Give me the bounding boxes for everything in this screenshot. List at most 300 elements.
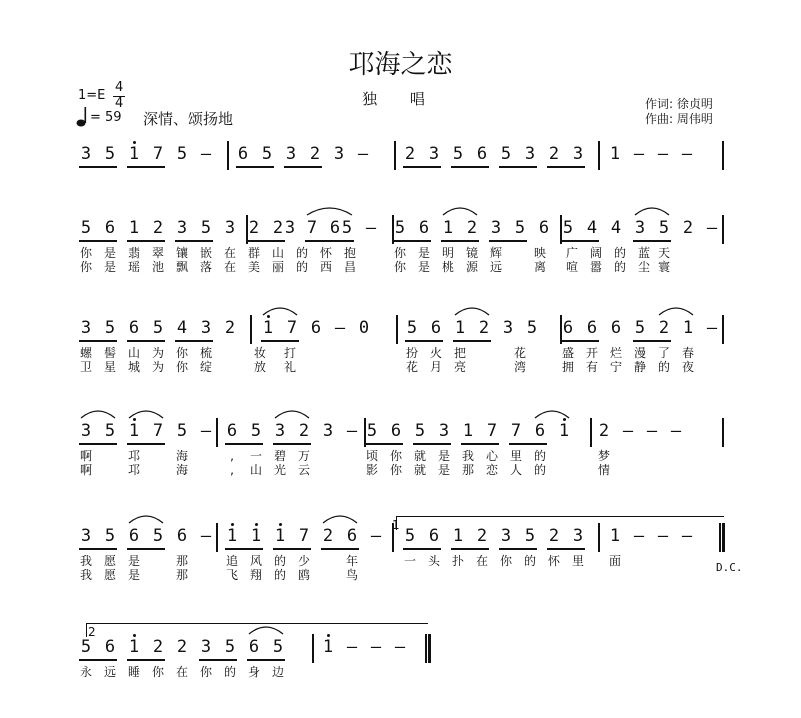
note: 2 (152, 637, 164, 657)
note: 1 (250, 526, 262, 546)
lyric-char: 少 (297, 554, 310, 568)
note: 1 (274, 526, 286, 546)
lyric-char: 飘 (175, 260, 188, 274)
lyric-char: 是 (103, 260, 116, 274)
lyric-char: 的 (657, 360, 670, 374)
note: 7 (298, 526, 310, 546)
slur (275, 411, 309, 418)
note: 7 (152, 421, 164, 441)
lyric-char: 嚣 (589, 260, 602, 274)
note: 2 (224, 318, 236, 338)
note: 6 (128, 526, 140, 546)
note: 5 (200, 218, 212, 238)
note: 7 (510, 421, 522, 441)
note: 5 (404, 526, 416, 546)
lyric-char: 恋 (485, 463, 498, 477)
note: – (646, 421, 658, 441)
note: 3 (284, 218, 296, 238)
time-signature-top: 4 (115, 80, 124, 95)
note: 5 (272, 637, 284, 657)
lyric-char: 邛 (127, 463, 140, 477)
lyric-char: 星 (103, 360, 116, 374)
lyric-char: 鸥 (297, 568, 310, 582)
note: 1 (558, 421, 570, 441)
note: 7 (152, 144, 164, 164)
lyric-char: 你 (393, 246, 406, 260)
song-subtitle: 独 唱 (362, 90, 439, 108)
lyric-char: 花 (405, 360, 418, 374)
lyric-char: 海 (175, 449, 188, 463)
lyric-char: 情 (597, 463, 610, 477)
lyric-char: 静 (633, 360, 646, 374)
slur (129, 411, 163, 418)
ending-2-label: 2 (88, 625, 96, 639)
lyric-char: 愿 (103, 554, 116, 568)
lyric-char: 翔 (249, 568, 262, 582)
note: – (633, 526, 645, 546)
lyric-char: 就 (413, 463, 426, 477)
note: 3 (224, 218, 236, 238)
lyric-char: 远 (103, 665, 116, 679)
lyric-char: 你 (175, 360, 188, 374)
lyric-char: 为 (151, 346, 164, 360)
lyric-char: 的 (223, 665, 236, 679)
note: 6 (104, 637, 116, 657)
lyric-char: 翡 (127, 246, 140, 260)
lyric-char: 我 (461, 449, 474, 463)
note: 1 (128, 144, 140, 164)
note: 5 (176, 421, 188, 441)
lyric-char: 落 (199, 260, 212, 274)
lyric-char: 怀 (547, 554, 560, 568)
note: 6 (128, 318, 140, 338)
note: – (370, 637, 382, 657)
note: 5 (261, 144, 273, 164)
lyric-char: 那 (461, 463, 474, 477)
lyric-char: 一 (249, 449, 262, 463)
note: 3 (438, 421, 450, 441)
lyric-char: 你 (79, 260, 92, 274)
lyric-char: 是 (437, 463, 450, 477)
note: – (681, 144, 693, 164)
note: 5 (176, 144, 188, 164)
lyric-char: 远 (489, 260, 502, 274)
lyric-char: 的 (273, 568, 286, 582)
note: 3 (80, 318, 92, 338)
note: 1 (452, 526, 464, 546)
note: 5 (341, 218, 353, 238)
note: 2 (682, 218, 694, 238)
lyric-char: 打 (283, 346, 296, 360)
note: 5 (414, 421, 426, 441)
lyric-char: 里 (509, 449, 522, 463)
note: 5 (152, 526, 164, 546)
lyric-char: 春 (681, 346, 694, 360)
note: 2 (298, 421, 310, 441)
note: 4 (610, 218, 622, 238)
lyric-char: 昌 (343, 260, 356, 274)
lyric-char: 是 (127, 568, 140, 582)
note: – (670, 421, 682, 441)
note: 6 (176, 526, 188, 546)
note: 2 (548, 144, 560, 164)
lyric-char: 的 (523, 554, 536, 568)
lyric-char: 的 (533, 463, 546, 477)
note: 3 (502, 318, 514, 338)
lyric-char: 啊 (79, 463, 92, 477)
note: 5 (634, 318, 646, 338)
lyric-char: 碧 (273, 449, 286, 463)
lyric-char: 飞 (225, 568, 238, 582)
note: 6 (418, 218, 430, 238)
note: 2 (152, 218, 164, 238)
lyric-char: 头 (427, 554, 440, 568)
note: 1 (322, 637, 334, 657)
lyric-char: 里 (571, 554, 584, 568)
lyric-char: 一 (403, 554, 416, 568)
lyric-char: 月 (429, 360, 442, 374)
note: – (706, 318, 718, 338)
note: 3 (500, 526, 512, 546)
lyric-char: 在 (175, 665, 188, 679)
lyric-char: 海 (175, 463, 188, 477)
note: 3 (200, 318, 212, 338)
note: 3 (80, 526, 92, 546)
lyric-char: 的 (295, 260, 308, 274)
lyric-char: 心 (485, 449, 498, 463)
note: 3 (572, 144, 584, 164)
lyric-char: 池 (151, 260, 164, 274)
lyric-char: 我 (79, 568, 92, 582)
note: 7 (486, 421, 498, 441)
lyric-char: 的 (273, 554, 286, 568)
lyric-char: 有 (585, 360, 598, 374)
note: 1 (128, 218, 140, 238)
lyric-char: 为 (151, 360, 164, 374)
lyric-char: 翠 (151, 246, 164, 260)
note: – (200, 144, 212, 164)
lyric-char: 光 (273, 463, 286, 477)
note: 1 (682, 318, 694, 338)
note: – (706, 218, 718, 238)
lyric-char: 花 (513, 346, 526, 360)
note: 7 (306, 218, 318, 238)
note: 2 (272, 218, 284, 238)
lyric-char: 你 (151, 665, 164, 679)
lyric-char: 嵌 (199, 246, 212, 260)
note: 2 (176, 637, 188, 657)
lyric-char: 开 (585, 346, 598, 360)
lyric-char: 绽 (199, 360, 212, 374)
lyric-char: 你 (389, 449, 402, 463)
tempo: = 59 (90, 110, 122, 125)
lyric-char: 睡 (127, 665, 140, 679)
lyric-char: 山 (271, 246, 284, 260)
note: 6 (237, 144, 249, 164)
slur (249, 627, 283, 634)
lyric-char: 在 (223, 260, 236, 274)
lyric-char: 蓝 (637, 246, 650, 260)
note: 5 (80, 637, 92, 657)
note: 7 (286, 318, 298, 338)
note: – (346, 637, 358, 657)
lyric-char: 放 (253, 360, 266, 374)
lyric-char: 螺 (79, 346, 92, 360)
note: 6 (562, 318, 574, 338)
note: 4 (176, 318, 188, 338)
note: 6 (310, 318, 322, 338)
lyric-char: 是 (417, 246, 430, 260)
lyric-char: 万 (297, 449, 310, 463)
note: 5 (250, 421, 262, 441)
composer: 作曲: 周伟明 (645, 112, 713, 126)
lyric-char: 阔 (589, 246, 602, 260)
slur (323, 516, 357, 523)
lyric-char: 是 (417, 260, 430, 274)
note: 2 (322, 526, 334, 546)
lyric-char: , (230, 449, 234, 463)
lyric-char: 了 (657, 346, 670, 360)
note: 2 (658, 318, 670, 338)
lyric-char: 怀 (319, 246, 332, 260)
note: 2 (248, 218, 260, 238)
lyricist: 作词: 徐贞明 (645, 97, 713, 111)
lyric-char: 明 (441, 246, 454, 260)
lyric-char: 是 (103, 246, 116, 260)
lyric-char: 的 (613, 246, 626, 260)
note: 1 (262, 318, 274, 338)
note: 0 (358, 318, 370, 338)
note: 1 (609, 144, 621, 164)
lyric-char: 髻 (103, 346, 116, 360)
note: 2 (309, 144, 321, 164)
lyric-char: 人 (509, 463, 522, 477)
lyric-char: 你 (389, 463, 402, 477)
note: 3 (333, 144, 345, 164)
note: 5 (104, 421, 116, 441)
note: 3 (80, 421, 92, 441)
note: 2 (404, 144, 416, 164)
note: 1 (128, 637, 140, 657)
lyric-char: 妆 (253, 346, 266, 360)
lyric-char: 梦 (597, 449, 610, 463)
note: 3 (524, 144, 536, 164)
lyric-char: 的 (533, 449, 546, 463)
lyric-char: 卫 (79, 360, 92, 374)
lyric-char: 在 (475, 554, 488, 568)
lyric-char: 愿 (103, 568, 116, 582)
slur (659, 308, 693, 315)
lyric-char: 尘 (637, 260, 650, 274)
note: 3 (490, 218, 502, 238)
lyric-char: 礼 (283, 360, 296, 374)
note: 6 (534, 421, 546, 441)
lyric-char: 边 (271, 665, 284, 679)
note: 6 (428, 526, 440, 546)
slur (263, 308, 297, 315)
lyric-char: 广 (565, 246, 578, 260)
lyric-char: 源 (465, 260, 478, 274)
lyric-char: 抱 (343, 246, 356, 260)
lyric-char: 盛 (561, 346, 574, 360)
lyric-char: 喧 (565, 260, 578, 274)
note: 5 (452, 144, 464, 164)
lyric-char: 美 (247, 260, 260, 274)
note: 1 (462, 421, 474, 441)
lyric-char: 身 (247, 665, 260, 679)
ending-2-bracket-side (86, 623, 87, 637)
note: – (346, 421, 358, 441)
note: 3 (428, 144, 440, 164)
lyric-char: 的 (295, 246, 308, 260)
slur (455, 308, 489, 315)
lyric-char: 天 (657, 246, 670, 260)
note: 1 (454, 318, 466, 338)
lyric-char: , (230, 463, 234, 477)
note: 6 (104, 218, 116, 238)
ending-1-label: 1 (392, 518, 400, 532)
lyric-char: 镶 (175, 246, 188, 260)
lyric-char: 永 (79, 665, 92, 679)
slur (307, 208, 352, 215)
note: 5 (80, 218, 92, 238)
slur (81, 411, 115, 418)
slur (535, 411, 569, 418)
lyric-char: 山 (249, 463, 262, 477)
note: – (633, 144, 645, 164)
lyric-char: 在 (223, 246, 236, 260)
lyric-char: 是 (127, 554, 140, 568)
key-signature: 1=E (78, 88, 106, 103)
note: 4 (586, 218, 598, 238)
lyric-char: 就 (413, 449, 426, 463)
lyric-char: 扮 (405, 346, 418, 360)
lyric-char: 啊 (79, 449, 92, 463)
lyric-char: 影 (365, 463, 378, 477)
lyric-char: 丽 (271, 260, 284, 274)
note: – (657, 144, 669, 164)
note: 5 (500, 144, 512, 164)
note: 3 (176, 218, 188, 238)
lyric-char: 火 (429, 346, 442, 360)
note: 5 (562, 218, 574, 238)
dc-marking: D.C. (716, 561, 743, 574)
lyric-char: 你 (499, 554, 512, 568)
lyric-char: 你 (393, 260, 406, 274)
lyric-char: 把 (453, 346, 466, 360)
lyric-char: 风 (249, 554, 262, 568)
note: 3 (80, 144, 92, 164)
lyric-char: 拥 (561, 360, 574, 374)
note: 2 (548, 526, 560, 546)
lyric-char: 扑 (451, 554, 464, 568)
note: 6 (390, 421, 402, 441)
note: 3 (634, 218, 646, 238)
note: 2 (466, 218, 478, 238)
lyric-char: 邛 (127, 449, 140, 463)
lyric-char: 宁 (609, 360, 622, 374)
note: 6 (586, 318, 598, 338)
note: – (200, 421, 212, 441)
time-signature-bottom: 4 (115, 96, 124, 111)
lyric-char: 年 (345, 554, 358, 568)
note: – (622, 421, 634, 441)
lyric-char: 镜 (465, 246, 478, 260)
note: 5 (406, 318, 418, 338)
note: 1 (128, 421, 140, 441)
lyric-char: 寰 (657, 260, 670, 274)
note: 2 (478, 318, 490, 338)
slur (635, 208, 669, 215)
ending-2-bracket (86, 623, 428, 624)
lyric-char: 云 (297, 463, 310, 477)
note: 2 (476, 526, 488, 546)
note: – (681, 526, 693, 546)
note: – (394, 637, 406, 657)
note: – (357, 144, 369, 164)
note: 6 (610, 318, 622, 338)
note: 5 (224, 637, 236, 657)
lyric-char: 夜 (681, 360, 694, 374)
lyric-char: 面 (608, 554, 621, 568)
note: 1 (609, 526, 621, 546)
note: 3 (274, 421, 286, 441)
lyric-char: 是 (437, 449, 450, 463)
lyric-char: 城 (127, 360, 140, 374)
note: 6 (538, 218, 550, 238)
note: 3 (572, 526, 584, 546)
note: – (370, 526, 382, 546)
lyric-char: 你 (79, 246, 92, 260)
ending-1-bracket (396, 516, 724, 517)
note: 5 (104, 144, 116, 164)
note: 5 (658, 218, 670, 238)
slur (129, 516, 163, 523)
note: – (200, 526, 212, 546)
note: 5 (104, 526, 116, 546)
lyric-char: 你 (199, 665, 212, 679)
note: 3 (322, 421, 334, 441)
lyric-char: 离 (533, 260, 546, 274)
expression: 深情、颂扬地 (143, 110, 234, 128)
note: 5 (524, 526, 536, 546)
lyric-char: 群 (247, 246, 260, 260)
note: 6 (248, 637, 260, 657)
lyric-char: 鸟 (345, 568, 358, 582)
note: 5 (514, 218, 526, 238)
lyric-char: 瑶 (127, 260, 140, 274)
note: 5 (394, 218, 406, 238)
note: 5 (526, 318, 538, 338)
lyric-char: 亮 (453, 360, 466, 374)
lyric-char: 梳 (199, 346, 212, 360)
note: 6 (226, 421, 238, 441)
slur (443, 208, 477, 215)
note: 5 (104, 318, 116, 338)
lyric-char: 你 (175, 346, 188, 360)
note: – (657, 526, 669, 546)
lyric-char: 山 (127, 346, 140, 360)
note: 1 (442, 218, 454, 238)
note: 3 (285, 144, 297, 164)
lyric-char: 顷 (365, 449, 378, 463)
note: 5 (152, 318, 164, 338)
lyric-char: 西 (319, 260, 332, 274)
song-title: 邛海之恋 (348, 50, 453, 80)
lyric-char: 我 (79, 554, 92, 568)
lyric-char: 湾 (513, 360, 526, 374)
lyric-char: 映 (533, 246, 546, 260)
